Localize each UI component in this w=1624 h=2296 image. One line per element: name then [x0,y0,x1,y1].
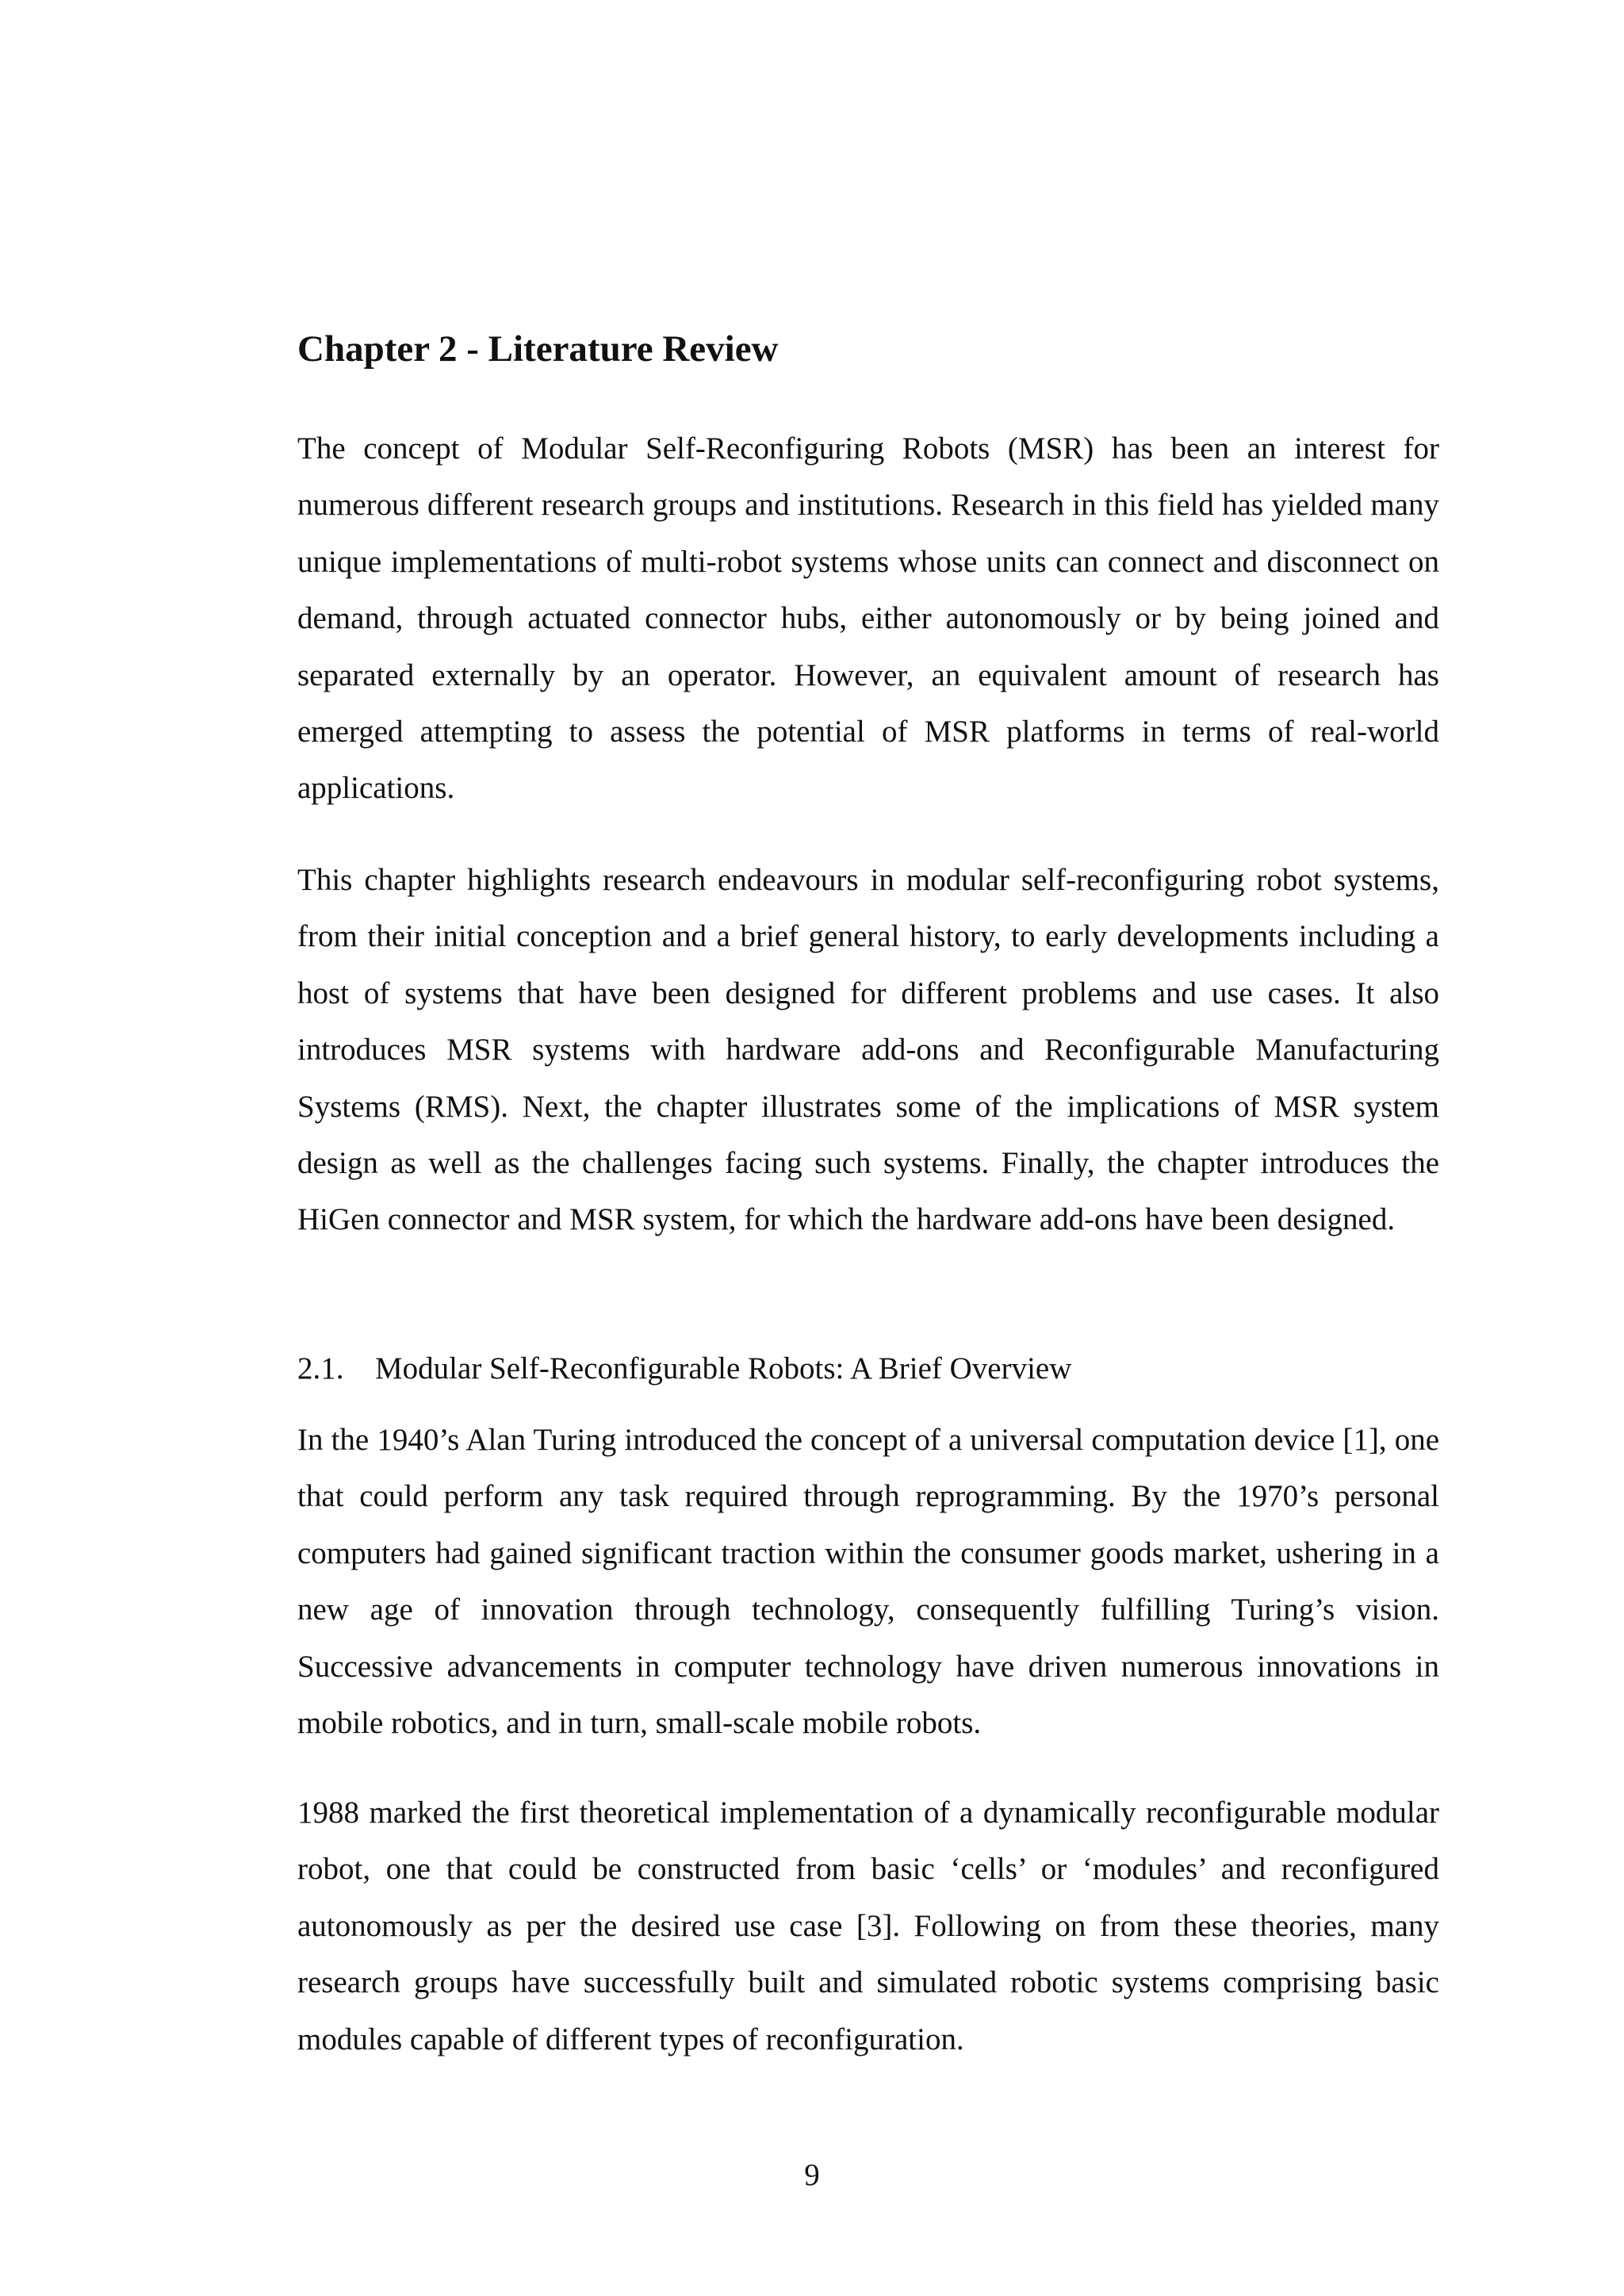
section-title: Modular Self-Reconfigurable Robots: A Brief Overview [375,1351,1072,1386]
section-paragraph-1: In the 1940’s Alan Turing introduced the concept of a universal computation device [1], one that could perform any task required through reprogramming. By the 1970’s personal computers had gained significant traction within the consumer goods market, ushering in a new age of innovation through technology, consequently fulfilling Turing’s vision. Successive advancements in computer technology have driven numerous innovations in mobile robotics, and in turn, small-scale mobile robots. [297,1423,1439,1741]
section-heading [297,1340,1071,1397]
intro-paragraph-2: This chapter highlights research endeavours in modular self-reconfiguring robot systems, from their initial conception and a brief general history, to early developments including a host of systems that have been designed for different problems and use cases. It also introduces MSR systems with hardware add-ons and Reconfigurable Manufacturing Systems (RMS). Next, the chapter illustrates some of the implications of MSR system design as well as the challenges facing such systems. Finally, the chapter introduces the HiGen connector and MSR system, for which the hardware add-ons have been designed. [297,863,1439,1237]
chapter-title: Chapter 2 - Literature Review [297,328,779,370]
section-number: 2.1. [297,1351,344,1386]
page-number: 9 [804,2158,820,2192]
intro-paragraph-1: The concept of Modular Self-Reconfiguring Robots (MSR) has been an interest for numerous different research groups and institutions. Research in this field has yielded many unique implementations of multi-robot systems whose units can connect and disconnect on demand, through actuated connector hubs, either autonomously or by being joined and separated externally by an operator. However, an equivalent amount of research has emerged attempting to assess the potential of MSR platforms in terms of real-world applications. [297,431,1439,806]
section-paragraph-2: 1988 marked the first theoretical implementation of a dynamically reconfigurable modular robot, one that could be constructed from basic ‘cells’ or ‘modules’ and reconfigured autonomously as per the desired use case [3]. Following on from these theories, many research groups have successfully built and simulated robotic systems comprising basic modules capable of different types of reconfiguration. [297,1796,1439,2056]
